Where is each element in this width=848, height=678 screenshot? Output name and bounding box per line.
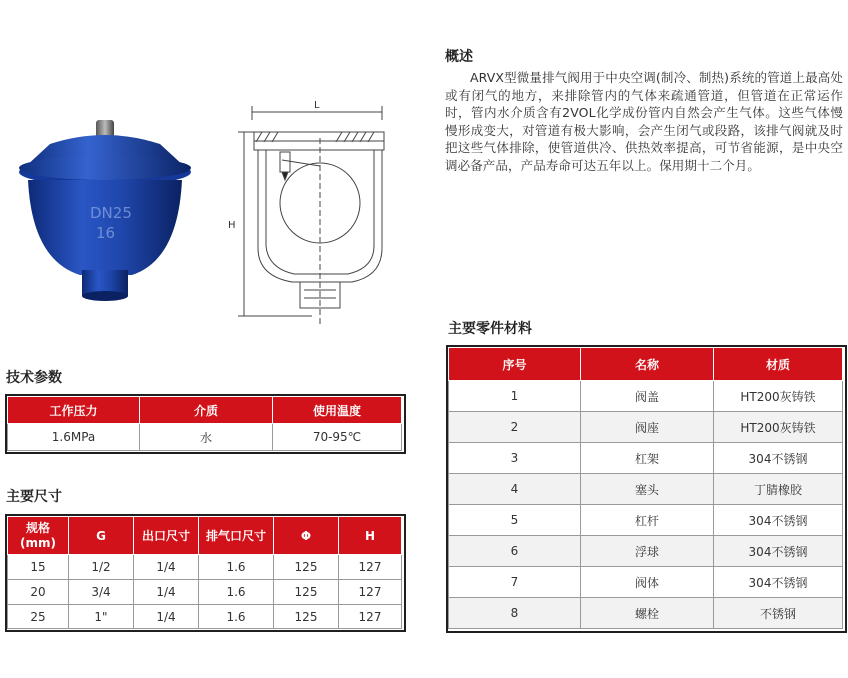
dim-cell: 1.6 bbox=[199, 555, 274, 580]
tech-cell: 1.6MPa bbox=[8, 424, 140, 451]
mat-cell: 杠杆 bbox=[581, 505, 714, 536]
tech-cell: 70-95℃ bbox=[273, 424, 402, 451]
dim-cell: 127 bbox=[339, 555, 402, 580]
mat-cell: 丁腈橡胶 bbox=[714, 474, 843, 505]
table-row bbox=[449, 536, 843, 567]
mat-cell: 螺栓 bbox=[581, 598, 714, 629]
section-drawing bbox=[222, 98, 397, 333]
mat-cell: 阀盖 bbox=[581, 381, 714, 412]
dim-cell: 3/4 bbox=[69, 580, 134, 605]
dim-header-h: H bbox=[339, 517, 402, 555]
dim-cell: 20 bbox=[8, 580, 69, 605]
mat-cell: 304不锈钢 bbox=[714, 536, 843, 567]
mat-cell: 8 bbox=[449, 598, 581, 629]
dim-header-outlet: 出口尺寸 bbox=[134, 517, 199, 555]
mat-cell: 3 bbox=[449, 443, 581, 474]
tech-header-pressure: 工作压力 bbox=[8, 397, 140, 424]
table-row bbox=[449, 412, 843, 443]
dim-cell: 125 bbox=[274, 605, 339, 629]
dim-header-phi: Φ bbox=[274, 517, 339, 555]
dimensions-table bbox=[7, 516, 402, 629]
mat-cell: 阀座 bbox=[581, 412, 714, 443]
overview-body bbox=[445, 69, 843, 174]
mat-cell: 6 bbox=[449, 536, 581, 567]
mat-cell: 杠架 bbox=[581, 443, 714, 474]
dim-cell: 1/4 bbox=[134, 555, 199, 580]
dim-header-g: G bbox=[69, 517, 134, 555]
table-row bbox=[449, 443, 843, 474]
mat-cell: 2 bbox=[449, 412, 581, 443]
dim-cell: 1.6 bbox=[199, 605, 274, 629]
tech-params-title: 技术参数 bbox=[6, 370, 62, 386]
mat-header-material: 材质 bbox=[714, 348, 843, 381]
tech-cell: 水 bbox=[140, 424, 273, 451]
materials-title: 主要零件材料 bbox=[448, 321, 532, 337]
dim-cell: 15 bbox=[8, 555, 69, 580]
mat-cell: 1 bbox=[449, 381, 581, 412]
dimensions-title: 主要尺寸 bbox=[6, 489, 62, 505]
mat-cell: HT200灰铸铁 bbox=[714, 412, 843, 443]
table-row bbox=[449, 598, 843, 629]
table-row bbox=[8, 555, 402, 580]
mat-header-name: 名称 bbox=[581, 348, 714, 381]
dim-cell: 1/4 bbox=[134, 580, 199, 605]
table-row bbox=[449, 567, 843, 598]
dim-cell: 125 bbox=[274, 580, 339, 605]
tech-params-table bbox=[7, 396, 402, 451]
mat-cell: 4 bbox=[449, 474, 581, 505]
table-row bbox=[8, 580, 402, 605]
mat-cell: 304不锈钢 bbox=[714, 505, 843, 536]
mat-cell: 5 bbox=[449, 505, 581, 536]
dim-cell: 1.6 bbox=[199, 580, 274, 605]
mat-cell: 7 bbox=[449, 567, 581, 598]
mat-cell: HT200灰铸铁 bbox=[714, 381, 843, 412]
mat-cell: 不锈钢 bbox=[714, 598, 843, 629]
casting-text-dn: DN25 bbox=[90, 204, 132, 222]
table-row bbox=[449, 474, 843, 505]
tech-header-temperature: 使用温度 bbox=[273, 397, 402, 424]
dim-header-spec: 规格 (mm) bbox=[8, 517, 69, 555]
dim-cell: 25 bbox=[8, 605, 69, 629]
mat-cell: 阀体 bbox=[581, 567, 714, 598]
table-row bbox=[449, 381, 843, 412]
table-row bbox=[8, 424, 402, 451]
mat-cell: 304不锈钢 bbox=[714, 567, 843, 598]
dimension-label-l: L bbox=[314, 100, 320, 111]
dim-cell: 1" bbox=[69, 605, 134, 629]
dim-cell: 127 bbox=[339, 580, 402, 605]
dimension-label-h: H bbox=[228, 220, 236, 231]
dim-cell: 1/2 bbox=[69, 555, 134, 580]
dim-cell: 1/4 bbox=[134, 605, 199, 629]
table-row bbox=[8, 605, 402, 629]
tech-header-medium: 介质 bbox=[140, 397, 273, 424]
casting-text-pn: 16 bbox=[96, 224, 116, 242]
materials-table bbox=[448, 347, 843, 629]
dim-cell: 127 bbox=[339, 605, 402, 629]
mat-cell: 304不锈钢 bbox=[714, 443, 843, 474]
product-photo bbox=[10, 110, 210, 305]
overview-paragraph: ARVX型微量排气阀用于中央空调(制冷、制热)系统的管道上最高处或有闭气的地方，来排除管内的气体来疏通管道，但管道在正常运作时，管内水介质含有2VOL化学成份管内自然会产生气体。这些气体慢慢形成变大，对管道有极大影响，会产生闭气或段路，该排气阀就及时把这些气体排除，使管道供冷、供热效率提高，可节省能源，是中央空调必备产品，产品寿命可达五年以上。保用期十二个月。 bbox=[445, 70, 843, 173]
table-row bbox=[449, 505, 843, 536]
overview-title: 概述 bbox=[445, 49, 473, 65]
dim-cell: 125 bbox=[274, 555, 339, 580]
mat-cell: 塞头 bbox=[581, 474, 714, 505]
mat-cell: 浮球 bbox=[581, 536, 714, 567]
dim-header-vent: 排气口尺寸 bbox=[199, 517, 274, 555]
mat-header-no: 序号 bbox=[449, 348, 581, 381]
